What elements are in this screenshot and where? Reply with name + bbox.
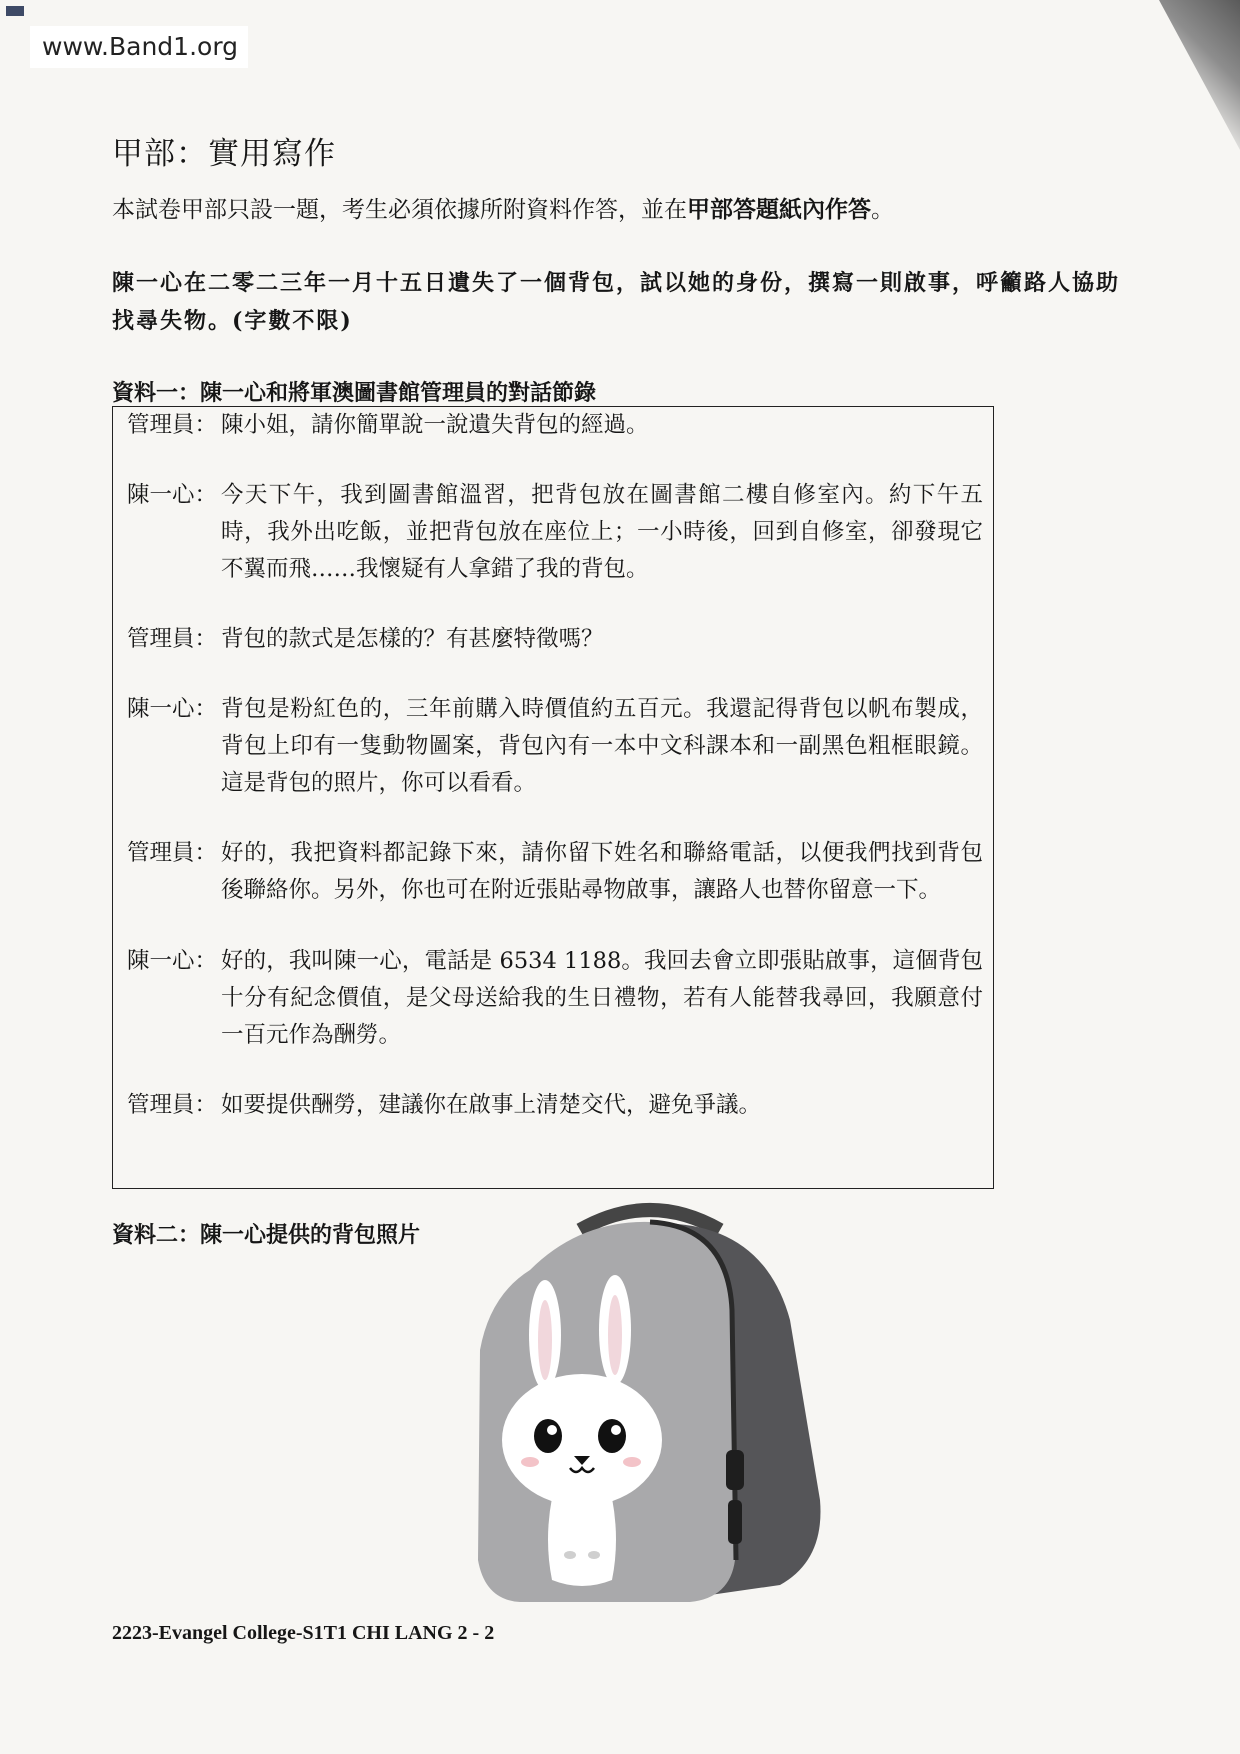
utterance: 背包是粉紅色的，三年前購入時價值約五百元。我還記得背包以帆布製成，背包上印有一隻動物圖案，背包內有一本中文科課本和一副黑色粗框眼鏡。這是背包的照片，你可以看看。 [221,696,983,796]
bunny-paw [588,1551,600,1559]
dialogue-turn [127,477,983,588]
bunny-cheek [623,1457,641,1467]
page-footer: 2223-Evangel College-S1T1 CHI LANG 2 - 2 [112,1622,495,1644]
bunny-eye [534,1419,562,1453]
speaker: 陳一心： [127,482,218,508]
speaker: 管理員： [127,840,218,866]
dialogue-turn [127,621,983,658]
section-title: 甲部：實用寫作 [112,136,336,172]
utterance: 今天下午，我到圖書館溫習，把背包放在圖書館二樓自修室內。約下午五時，我外出吃飯，並把背包放在座位上；一小時後，回到自修室，卻發現它不翼而飛……我懷疑有人拿錯了我的背包。 [221,482,983,582]
dialogue-turn [127,943,983,1054]
corner-mark [6,6,24,16]
eye-highlight [611,1425,621,1435]
dialogue-box [112,406,994,1189]
speaker: 管理員： [127,1092,218,1118]
task-prompt: 陳一心在二零二三年一月十五日遺失了一個背包，試以她的身份，撰寫一則啟事，呼籲路人協助找尋失物。(字數不限) [112,270,1121,334]
bunny-cheek [521,1457,539,1467]
utterance: 如要提供酬勞，建議你在啟事上清楚交代，避免爭議。 [221,1092,762,1118]
utterance: 陳小姐，請你簡單說一說遺失背包的經過。 [221,412,649,438]
eye-highlight [547,1425,557,1435]
bunny-ear-inner [538,1300,552,1380]
dialogue-turn [127,407,983,444]
utterance: 背包的款式是怎樣的？有甚麼特徵嗎？ [221,626,604,652]
bunny-body [548,1498,616,1586]
speaker: 陳一心： [127,948,218,974]
zipper-pull [728,1500,742,1544]
bunny-eye [598,1419,626,1453]
speaker: 管理員： [127,412,218,438]
utterance: 好的，我叫陳一心，電話是 6534 1188。我回去會立即張貼啟事，這個背包十分有紀念價值，是父母送給我的生日禮物，若有人能替我尋回，我願意付一百元作為酬勞。 [221,948,983,1048]
bunny-backpack-image [460,1200,840,1610]
instructions-prefix: 本試卷甲部只設一題，考生必須依據所附資料作答，並在 [112,197,687,223]
utterance: 好的，我把資料都記錄下來，請你留下姓名和聯絡電話，以便我們找到背包後聯絡你。另外，你也可在附近張貼尋物啟事，讓路人也替你留意一下。 [221,840,983,903]
watermark: www.Band1.org [30,26,248,68]
dialogue-turn [127,691,983,802]
speaker: 陳一心： [127,696,218,722]
source1-title: 資料一：陳一心和將軍澳圖書館管理員的對話節錄 [112,381,597,406]
instructions [112,191,894,224]
source2-title: 資料二：陳一心提供的背包照片 [112,1223,421,1248]
instructions-suffix: 。 [871,197,894,223]
bunny-ear-inner [608,1295,622,1375]
dialogue-turn [127,1087,983,1124]
bunny-paw [564,1551,576,1559]
zipper-pull [726,1450,744,1490]
bunny-head [502,1374,662,1506]
instructions-emphasis: 甲部答題紙內作答 [687,196,871,223]
speaker: 管理員： [127,626,218,652]
dialogue-turn [127,835,983,909]
page-corner-shadow [1150,0,1240,150]
